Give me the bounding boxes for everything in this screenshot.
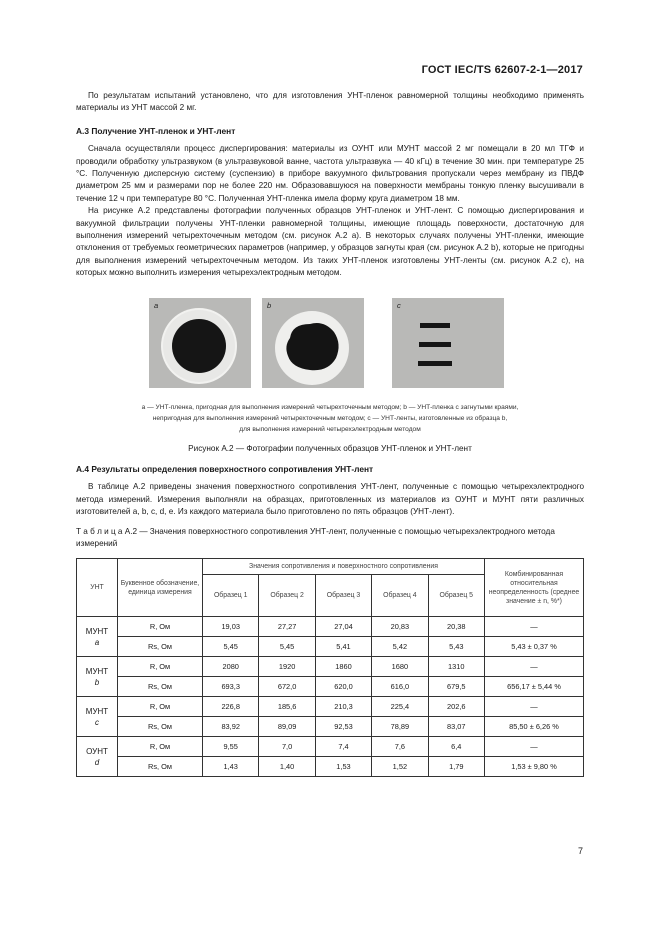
uncertainty-cell: 1,53 ± 9,80 %: [485, 757, 584, 777]
value-cell: 1680: [372, 657, 428, 677]
value-cell: 620,0: [315, 677, 371, 697]
value-cell: 5,41: [315, 637, 371, 657]
uncertainty-cell: 5,43 ± 0,37 %: [485, 637, 584, 657]
figure-note-line: непригодная для выполнения измерений четырехточечным методом; с — УНТ-ленты, изготовленные из образца b,: [152, 414, 508, 422]
section-a3-paragraph-2: На рисунке А.2 представлены фотографии полученных образцов УНТ-пленок и УНТ-лент. С помощью диспергирования и вакуумной фильтрации получены УНТ-пленки равномерной толщины, имеющие площадь поверхности, достаточную для выполнения измерений четырехточечным методом (см. рисунок А.2 а). В некоторых случаях получены УНТ-пленки, имеющие отклонения от требуемых геометрических параметров (например, у образцов загнуты края (см. рисунок А.2 b), которые не пригодны для выполнения измерений четырехточечным методом. Из таких УНТ-пленок изготовлены УНТ-ленты (см. рисунок А.2 с), на которых можно выполнить измерения четырехэлектродным методом.: [76, 206, 584, 278]
value-cell: 83,07: [428, 717, 484, 737]
col-header-unit: Буквенное обозначение, единица измерения: [118, 559, 203, 617]
round-film-image: [149, 298, 251, 388]
tape-strips-image: [392, 298, 504, 388]
value-cell: 20,38: [428, 617, 484, 637]
value-cell: 1,43: [203, 757, 259, 777]
table-row: [77, 737, 584, 757]
value-cell: 693,3: [203, 677, 259, 697]
value-cell: 83,92: [203, 717, 259, 737]
table-row: [77, 677, 584, 697]
curled-film-image: [262, 298, 364, 388]
value-cell: 679,5: [428, 677, 484, 697]
unt-group-cell: [77, 617, 118, 657]
unit-cell: R, Ом: [118, 657, 203, 677]
unit-cell: Rs, Ом: [118, 677, 203, 697]
value-cell: 2080: [203, 657, 259, 677]
unit-cell: Rs, Ом: [118, 717, 203, 737]
uncertainty-cell: —: [485, 737, 584, 757]
value-cell: 6,4: [428, 737, 484, 757]
uncertainty-cell: —: [485, 657, 584, 677]
value-cell: 5,45: [259, 637, 315, 657]
table-body: [77, 617, 584, 777]
value-cell: 92,53: [315, 717, 371, 737]
value-cell: 1,40: [259, 757, 315, 777]
page-number: 7: [577, 846, 583, 856]
unt-type: МУНТ: [85, 626, 109, 636]
unt-group-cell: [77, 657, 118, 697]
col-header-sample: Образец 1: [203, 575, 259, 617]
photo-label-a: a: [154, 300, 159, 310]
unt-group-cell: [77, 697, 118, 737]
value-cell: 78,89: [372, 717, 428, 737]
value-cell: 1,53: [315, 757, 371, 777]
figure-note-line: а — УНТ-пленка, пригодная для выполнения измерений четырехточечным методом; b — УНТ-пленка с загнутыми краями,: [141, 403, 519, 411]
figure-title: Рисунок А.2 — Фотографии полученных образцов УНТ-пленок и УНТ-лент: [188, 443, 472, 453]
unit-cell: R, Ом: [118, 737, 203, 757]
results-table: [76, 558, 584, 777]
photo-a: [149, 298, 251, 388]
col-header-sample: Образец 3: [315, 575, 371, 617]
value-cell: 202,6: [428, 697, 484, 717]
uncertainty-cell: 85,50 ± 6,26 %: [485, 717, 584, 737]
unt-group-cell: [77, 737, 118, 777]
value-cell: 1860: [315, 657, 371, 677]
uncertainty-cell: 656,17 ± 5,44 %: [485, 677, 584, 697]
value-cell: 5,43: [428, 637, 484, 657]
value-cell: 7,6: [372, 737, 428, 757]
table-row: [77, 637, 584, 657]
value-cell: 1920: [259, 657, 315, 677]
photo-b: [262, 298, 364, 388]
col-header-sample: Образец 5: [428, 575, 484, 617]
intro-paragraph: По результатам испытаний установлено, что для изготовления УНТ-пленок равномерной толщины необходимо применять материалы из УНТ массой 2 мг.: [76, 91, 584, 113]
value-cell: 5,42: [372, 637, 428, 657]
col-header-values: Значения сопротивления и поверхностного сопротивления: [203, 559, 485, 575]
table-row: [77, 657, 584, 677]
manufacturer-letter: a: [94, 637, 100, 647]
unit-cell: R, Ом: [118, 617, 203, 637]
document-code: ГОСТ IEC/TS 62607-2-1—2017: [421, 64, 583, 76]
col-header-sample: Образец 4: [372, 575, 428, 617]
value-cell: 89,09: [259, 717, 315, 737]
value-cell: 672,0: [259, 677, 315, 697]
value-cell: 616,0: [372, 677, 428, 697]
uncertainty-cell: —: [485, 617, 584, 637]
value-cell: 5,45: [203, 637, 259, 657]
manufacturer-letter: b: [94, 677, 100, 687]
table-caption: Т а б л и ц а А.2 — Значения поверхностного сопротивления УНТ-лент, полученные с помощью четырехэлектродного метода измерений: [76, 527, 555, 549]
unit-cell: Rs, Ом: [118, 637, 203, 657]
col-header-unt: УНТ: [77, 559, 118, 617]
table-row: [77, 697, 584, 717]
unit-cell: Rs, Ом: [118, 757, 203, 777]
section-heading-a3: А.3 Получение УНТ-пленок и УНТ-лент: [76, 125, 236, 136]
col-header-sample: Образец 2: [259, 575, 315, 617]
unt-type: МУНТ: [85, 706, 109, 716]
value-cell: 1,52: [372, 757, 428, 777]
value-cell: 226,8: [203, 697, 259, 717]
section-a4-paragraph: В таблице А.2 приведены значения поверхностного сопротивления УНТ-лент, полученные с помощью четырехэлектродного метода измерений. Измерения выполняли на образцах, приготовленных из материалов из ОУНТ и МУНТ пяти различных изготовителей а, b, с, d, е. Из каждого материала было приготовлено по пять образцов (УНТ-лент).: [76, 482, 584, 516]
unit-cell: R, Ом: [118, 697, 203, 717]
manufacturer-letter: с: [95, 717, 99, 727]
value-cell: 185,6: [259, 697, 315, 717]
col-header-uncertainty: Комбинированная относительная неопределенность (среднее значение ± n, %*): [485, 559, 584, 617]
photo-label-c: c: [397, 300, 401, 310]
value-cell: 7,0: [259, 737, 315, 757]
value-cell: 19,03: [203, 617, 259, 637]
value-cell: 225,4: [372, 697, 428, 717]
value-cell: 7,4: [315, 737, 371, 757]
value-cell: 9,55: [203, 737, 259, 757]
figure-note-line: для выполнения измерений четырехэлектродным методом: [239, 425, 421, 433]
unt-type: ОУНТ: [86, 746, 108, 756]
table-row: [77, 717, 584, 737]
photo-label-b: b: [267, 300, 272, 310]
value-cell: 20,83: [372, 617, 428, 637]
unt-type: МУНТ: [85, 666, 109, 676]
section-a3-paragraph-1: Сначала осуществляли процесс диспергирования: материалы из ОУНТ или МУНТ массой 2 мг помещали в 20 мл ТГФ и проводили обработку ультразвуком (в ультразвуковой ванне, частота ультразвука — 40 кГц) в течение 30 мин. при температуре 25 °С. Полученную дисперсную систему (суспензию) в приборе вакуумного фильтрования пропускали через мембрану из ПВДФ диаметром 25 мм и размерами пор не более 220 нм. Образовавшуюся на поверхности мембраны тонкую пленку высушивали в течение 12 ч при температуре 80 °С. Полученная УНТ-пленка имела форму круга диаметром 18 мм.: [76, 144, 584, 203]
uncertainty-cell: —: [485, 697, 584, 717]
value-cell: 1310: [428, 657, 484, 677]
section-heading-a4: А.4 Результаты определения поверхностного сопротивления УНТ-лент: [76, 463, 374, 474]
manufacturer-letter: d: [94, 757, 100, 767]
value-cell: 1,79: [428, 757, 484, 777]
value-cell: 27,27: [259, 617, 315, 637]
table-row: [77, 757, 584, 777]
value-cell: 210,3: [315, 697, 371, 717]
photo-c: [392, 298, 504, 388]
figure-photos: [76, 298, 584, 388]
table-row: [77, 617, 584, 637]
page-content: [76, 90, 584, 777]
figure-notes: [76, 402, 584, 435]
value-cell: 27,04: [315, 617, 371, 637]
